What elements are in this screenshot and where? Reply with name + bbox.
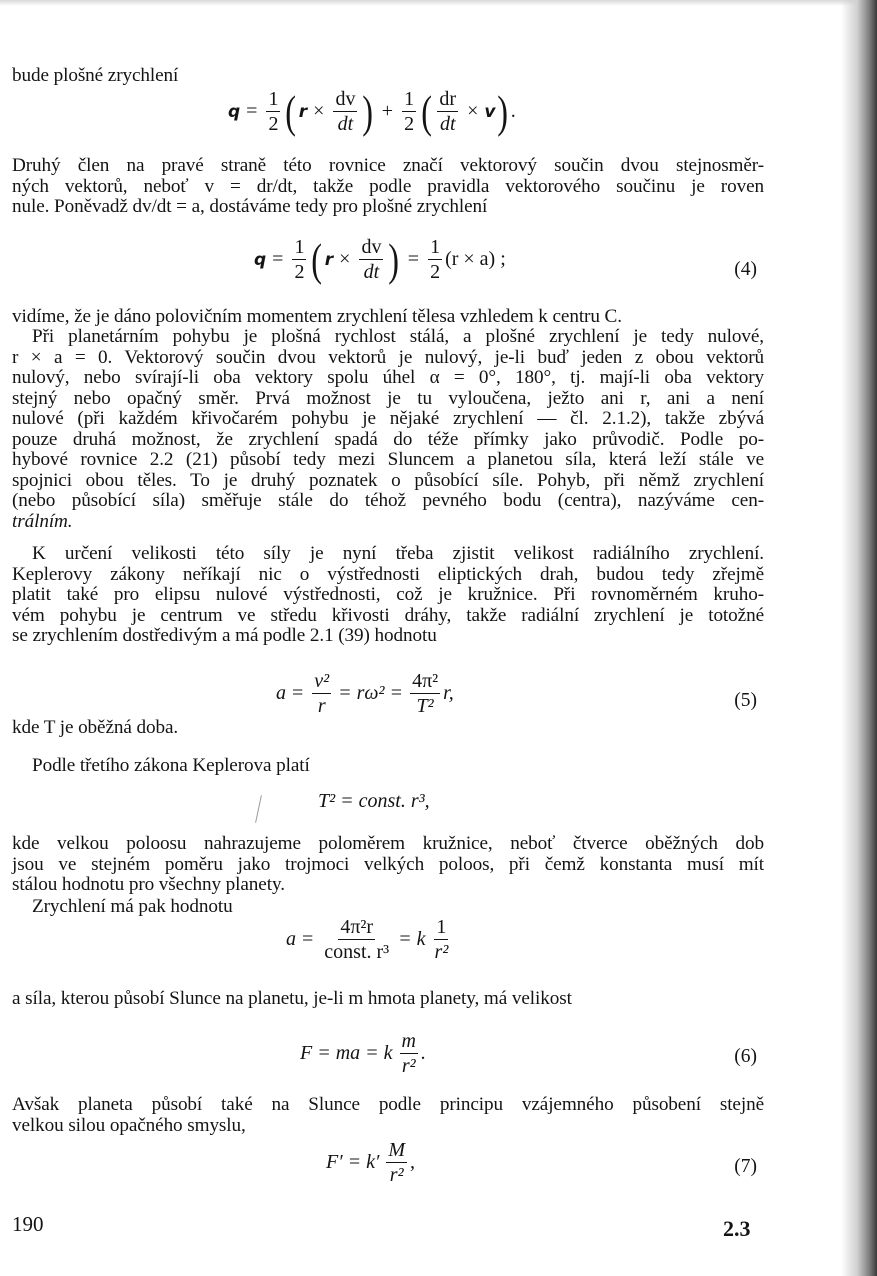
paragraph-second-term bbox=[12, 156, 764, 218]
fraction: $\frac{1}{2}$ bbox=[430, 236, 441, 283]
fraction: $\frac{\text{4π²r}}{\text{const. r³}}$ bbox=[324, 916, 390, 963]
text-line: vidíme, že je dáno polovičním momentem zrychlení tělesa vzhledem k centru C. bbox=[12, 306, 622, 327]
eq-symbol: q bbox=[228, 101, 241, 122]
eq-symbol: v bbox=[484, 101, 496, 122]
page-number: 190 bbox=[12, 1212, 44, 1236]
equation-kepler-third-law: T² = const. r³, bbox=[318, 790, 430, 812]
eq-operator: + bbox=[381, 100, 394, 122]
paragraph-period bbox=[12, 718, 764, 739]
paragraph-moment bbox=[12, 307, 764, 328]
text-line: nule. Poněvadž dv/dt = a, dostáváme tedy pro plošné zrychlení bbox=[12, 196, 488, 217]
page-top-edge bbox=[0, 0, 877, 6]
paragraph-semi-axis bbox=[12, 834, 764, 896]
paragraph-intro bbox=[12, 66, 764, 87]
section-number: 2.3 bbox=[723, 1216, 751, 1241]
text-line: Druhý člen na pravé straně této rovnice značí vektorový součin dvou stejnosměr- bbox=[12, 155, 764, 176]
fraction: $\frac{\text{4π²}}{\text{T²}}$ bbox=[412, 670, 439, 717]
text-line: nulový, nebo svírají-li oba vektory spolu úhel α = 0°, 180°, tj. mají-li oba vektory bbox=[12, 367, 764, 388]
fraction: $\frac{1}{2}$ bbox=[268, 88, 279, 135]
text-line: a síla, kterou působí Slunce na planetu, je-li m hmota planety, má velikost bbox=[12, 988, 572, 1009]
fraction: $\frac{M}{\text{r²}}$ bbox=[388, 1139, 406, 1186]
eq-operator: = bbox=[246, 100, 258, 122]
text-line: stálou hodnotu pro všechny planety. bbox=[12, 874, 285, 895]
text-line: kde velkou poloosu nahrazujeme poloměrem kružnice, neboť čtverce oběžných dob bbox=[12, 833, 764, 854]
pencil-mark bbox=[255, 795, 262, 823]
equation-4: q = $\frac{1}{2}$ ( r × $\frac{dv}{dt}$ ) = $\frac{1}{2}$ (r × a) ; bbox=[254, 233, 506, 285]
paragraph-acceleration-value bbox=[12, 897, 764, 918]
equation-acceleration: a = $\frac{\text{4π²r}}{\text{const. r³}}$ = k $\frac{1}{\text{r²}}$ bbox=[286, 916, 449, 963]
paragraph-radial-acceleration bbox=[12, 544, 764, 647]
text-line: platit také pro elipsu nulové výstřednosti, což je kružnice. Při rovnoměrném kruho- bbox=[12, 584, 764, 605]
equation-plane-acceleration: q = $\frac{1}{2}$ ( r × $\frac{dv}{dt}$ ) + $\frac{1}{2}$ ( $\frac{dr}{dt}$ × v ) . bbox=[228, 85, 516, 137]
text-line: hybové rovnice 2.2 (21) působí tedy mezi Sluncem a planetou síla, která leží stále ve bbox=[12, 449, 764, 470]
equation-7: F′ = k′ $\frac{M}{\text{r²}}$ , bbox=[326, 1139, 416, 1186]
text-line: ných vektorů, neboť v = dr/dt, takže podle pravidla vektorového součinu je roven bbox=[12, 175, 764, 197]
paragraph-planetary-motion bbox=[12, 327, 764, 532]
text-line: trálním. bbox=[12, 510, 73, 532]
text-line: pouze druhá možnost, že zrychlení spadá do téže přímky jako průvodič. Podle po- bbox=[12, 428, 764, 450]
eq-symbol: q bbox=[254, 249, 267, 270]
text-line: vém pohybu je centrum ve středu křivosti dráhy, takže radiální zrychlení je totožné bbox=[12, 604, 764, 626]
eq-operator: × bbox=[313, 100, 325, 122]
text-line: velkou silou opačného smyslu, bbox=[12, 1114, 246, 1136]
text-line: nulové (při každém křivočarém pohybu je nějaké zrychlení — čl. 2.1.2), takže zbývá bbox=[12, 408, 764, 429]
fraction: $\frac{dv}{dt}$ bbox=[335, 88, 356, 135]
text-line: Avšak planeta působí také na Slunce podle principu vzájemného působení stejně bbox=[12, 1094, 764, 1115]
text-line: r × a = 0. Vektorový součin dvou vektorů je nulový, je-li buď jeden z obou vektorů bbox=[12, 346, 764, 368]
text-line: spojnici obou těles. To je druhý poznatek o působící síle. Pohyb, při němž zrychlení bbox=[12, 469, 764, 491]
text-line: (nebo působící síla) směřuje stále do téhož pevného bodu (centra), nazýváme cen- bbox=[12, 490, 764, 511]
fraction: $\frac{m}{\text{r²}}$ bbox=[401, 1030, 416, 1077]
eq-operator: × bbox=[467, 100, 479, 122]
fraction: $\frac{dv}{dt}$ bbox=[361, 236, 382, 283]
text-line: stejný nebo opačný směr. Prvá možnost je tu vyloučena, ježto ani r, ani a není bbox=[12, 387, 764, 409]
equation-number: (4) bbox=[734, 259, 757, 280]
text-line: bude plošné zrychlení bbox=[12, 65, 179, 86]
equation-6: F = ma = k $\frac{m}{\text{r²}}$ . bbox=[300, 1030, 426, 1077]
text-line: Zrychlení má pak hodnotu bbox=[32, 896, 233, 917]
text-line: jsou ve stejném poměru jako trojmoci velkých poloos, při čemž konstanta musí mít bbox=[12, 853, 764, 875]
text-line: kde T je oběžná doba. bbox=[12, 717, 179, 738]
eq-operator: = bbox=[272, 248, 284, 270]
equation-5: a = $\frac{\text{v²}}{r}$ = rω² = $\frac{\text{4π²}}{\text{T²}}$ r, bbox=[276, 670, 454, 717]
binding-shadow bbox=[841, 0, 877, 1276]
text-line: K určení velikosti této síly je nyní třeba zjistit velikost radiálního zrychlení. bbox=[32, 543, 764, 564]
paragraph-reaction bbox=[12, 1095, 764, 1136]
paragraph-force bbox=[12, 989, 764, 1010]
fraction: $\frac{1}{2}$ bbox=[294, 236, 305, 283]
paragraph-kepler-third bbox=[12, 756, 764, 777]
fraction: $\frac{1}{2}$ bbox=[404, 88, 415, 135]
fraction: $\frac{1}{\text{r²}}$ bbox=[434, 916, 449, 963]
equation-number: (5) bbox=[734, 690, 757, 711]
eq-symbol: r bbox=[298, 101, 308, 122]
equation-number: (7) bbox=[734, 1156, 757, 1177]
text-line: se zrychlením dostředivým a má podle 2.1 (39) hodnotu bbox=[12, 625, 437, 646]
fraction: $\frac{\text{v²}}{r}$ bbox=[314, 670, 330, 717]
text-line: Podle třetího zákona Keplerova platí bbox=[32, 755, 310, 776]
text-line: Při planetárním pohybu je plošná rychlost stálá, a plošné zrychlení je tedy nulové, bbox=[32, 326, 764, 347]
text-line: Keplerovy zákony neříkají nic o výstřednosti eliptických drah, budou tedy zřejmě bbox=[12, 563, 764, 585]
fraction: $\frac{dr}{dt}$ bbox=[439, 88, 457, 135]
equation-number: (6) bbox=[734, 1046, 757, 1067]
